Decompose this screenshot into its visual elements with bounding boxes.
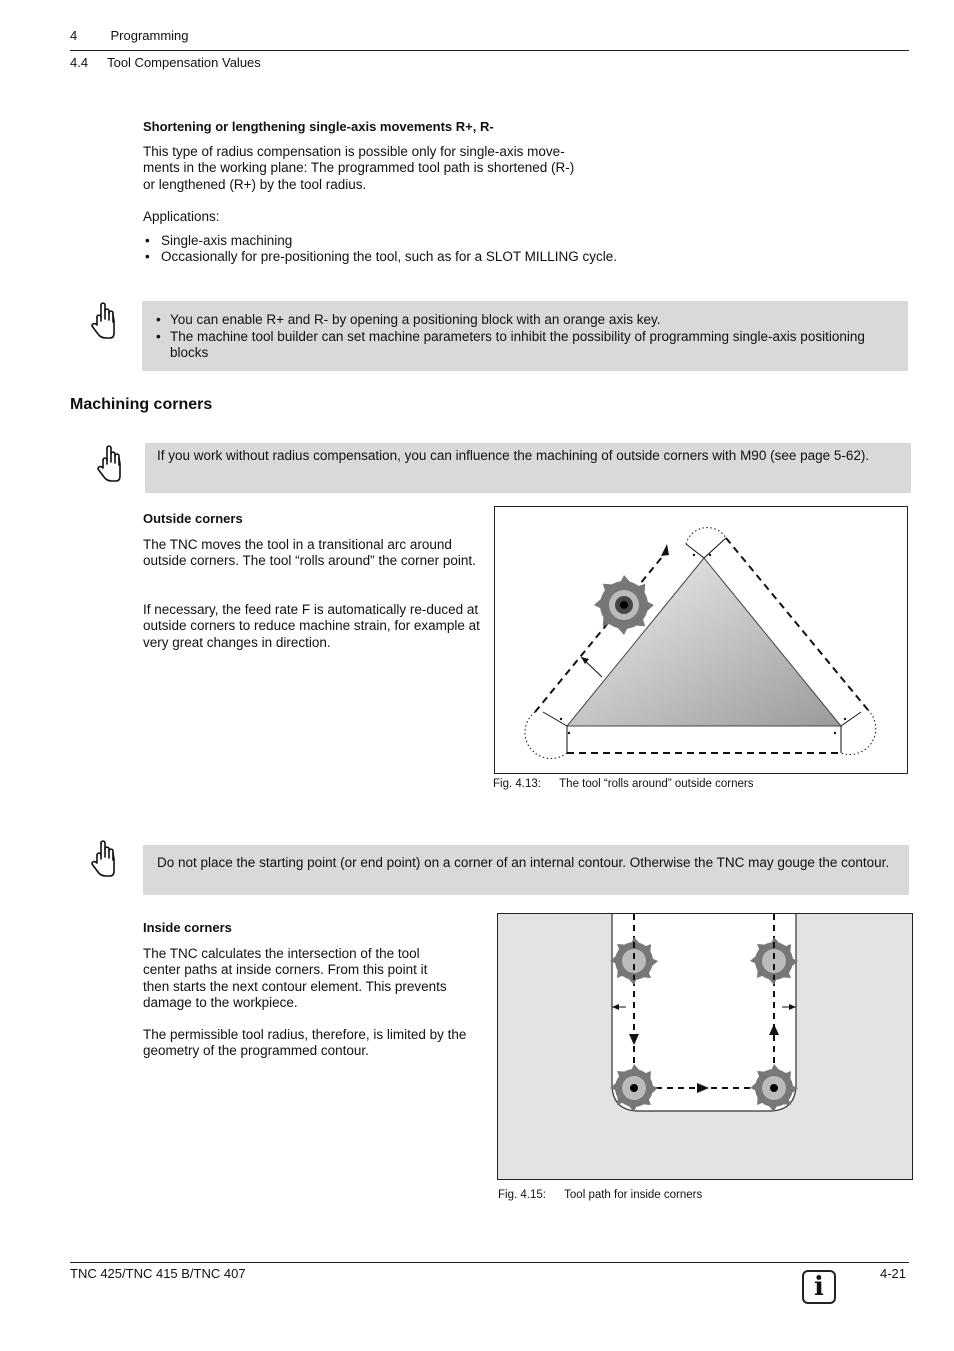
header-rule [70,50,909,51]
shortening-heading: Shortening or lengthening single-axis movements R+, R- [143,119,494,134]
machining-corners-heading: Machining corners [70,396,213,413]
shortening-line-1: This type of radius compensation is possible only for single-axis move- [143,144,565,159]
page-number: 4-21 [880,1266,907,1281]
applications-label: Applications: [143,209,220,224]
section-title: Tool Compensation Values [107,55,261,70]
pointing-hand-icon [88,301,122,343]
info-glyph: i [814,1272,824,1302]
inside-para-1: The TNC calculates the intersection of the tool center paths at inside corners. From this point it then starts the next contour element. This prevents damage to the workpiece. [143,946,447,1010]
chapter-number: 4 [70,28,78,43]
inside-para-2: The permissible tool radius, therefore, is limited by the geometry of the programmed contour. [143,1027,467,1059]
figure-caption-4-13 [493,778,753,790]
info-icon [802,1270,836,1304]
footer-rule [70,1262,909,1263]
figure-caption-4-15 [498,1189,702,1201]
note-3-text: Do not place the starting point (or end point) on a corner of an internal contour. Otherwise the TNC may gouge the contour. [157,855,890,870]
applications-list [143,233,618,266]
shortening-paragraph [143,144,623,193]
list-item: • Occasionally for pre-positioning the tool, such as for a SLOT MILLING cycle. [143,249,618,265]
footer-model: TNC 425/TNC 415 B/TNC 407 [70,1266,246,1281]
milling-tool-icon [594,575,654,635]
outside-corners-figure [494,506,908,774]
figure-caption-text: Tool path for inside corners [564,1189,703,1201]
list-item: • Single-axis machining [143,233,618,249]
figure-number: Fig. 4.13: [493,778,541,790]
note-box-3 [143,845,909,895]
list-item: • You can enable R+ and R- by opening a positioning block with an orange axis key. [156,312,896,329]
inside-corners-heading: Inside corners [143,920,232,935]
milling-tool-icon [750,1064,798,1112]
inside-corners-figure [497,913,913,1180]
figure-caption-text: The tool “rolls around” outside corners [559,778,754,790]
milling-tool-icon [610,1064,658,1112]
outside-para-1: The TNC moves the tool in a transitional arc around outside corners. The tool “rolls around” the corner point. [143,537,476,569]
workpiece-triangle [567,558,841,726]
chapter-header [70,28,189,43]
shortening-line-3: or lengthened (R+) by the tool radius. [143,176,367,192]
list-item: • The machine tool builder can set machine parameters to inhibit the possibility of programming single-axis positioning blocks [156,329,896,362]
outside-corners-heading: Outside corners [143,511,243,526]
outside-corners-diagram [495,507,907,773]
outside-para-2: If necessary, the feed rate F is automatically re-duced at outside corners to reduce machine strain, for example at very great changes in direction. [143,602,480,650]
chapter-title: Programming [110,28,189,43]
section-number: 4.4 [70,55,89,70]
section-header [70,55,261,70]
inside-corners-diagram [498,914,912,1179]
shortening-line-2: ments in the working plane: The programmed tool path is shortened (R-) [143,160,575,176]
note-box-1 [142,301,908,371]
pointing-hand-icon [88,839,122,881]
note-2-text: If you work without radius compensation, you can influence the machining of outside corners with M90 (see page 5-62). [157,448,870,463]
note-box-2 [145,443,911,493]
figure-number: Fig. 4.15: [498,1189,546,1201]
pointing-hand-icon [94,444,128,486]
